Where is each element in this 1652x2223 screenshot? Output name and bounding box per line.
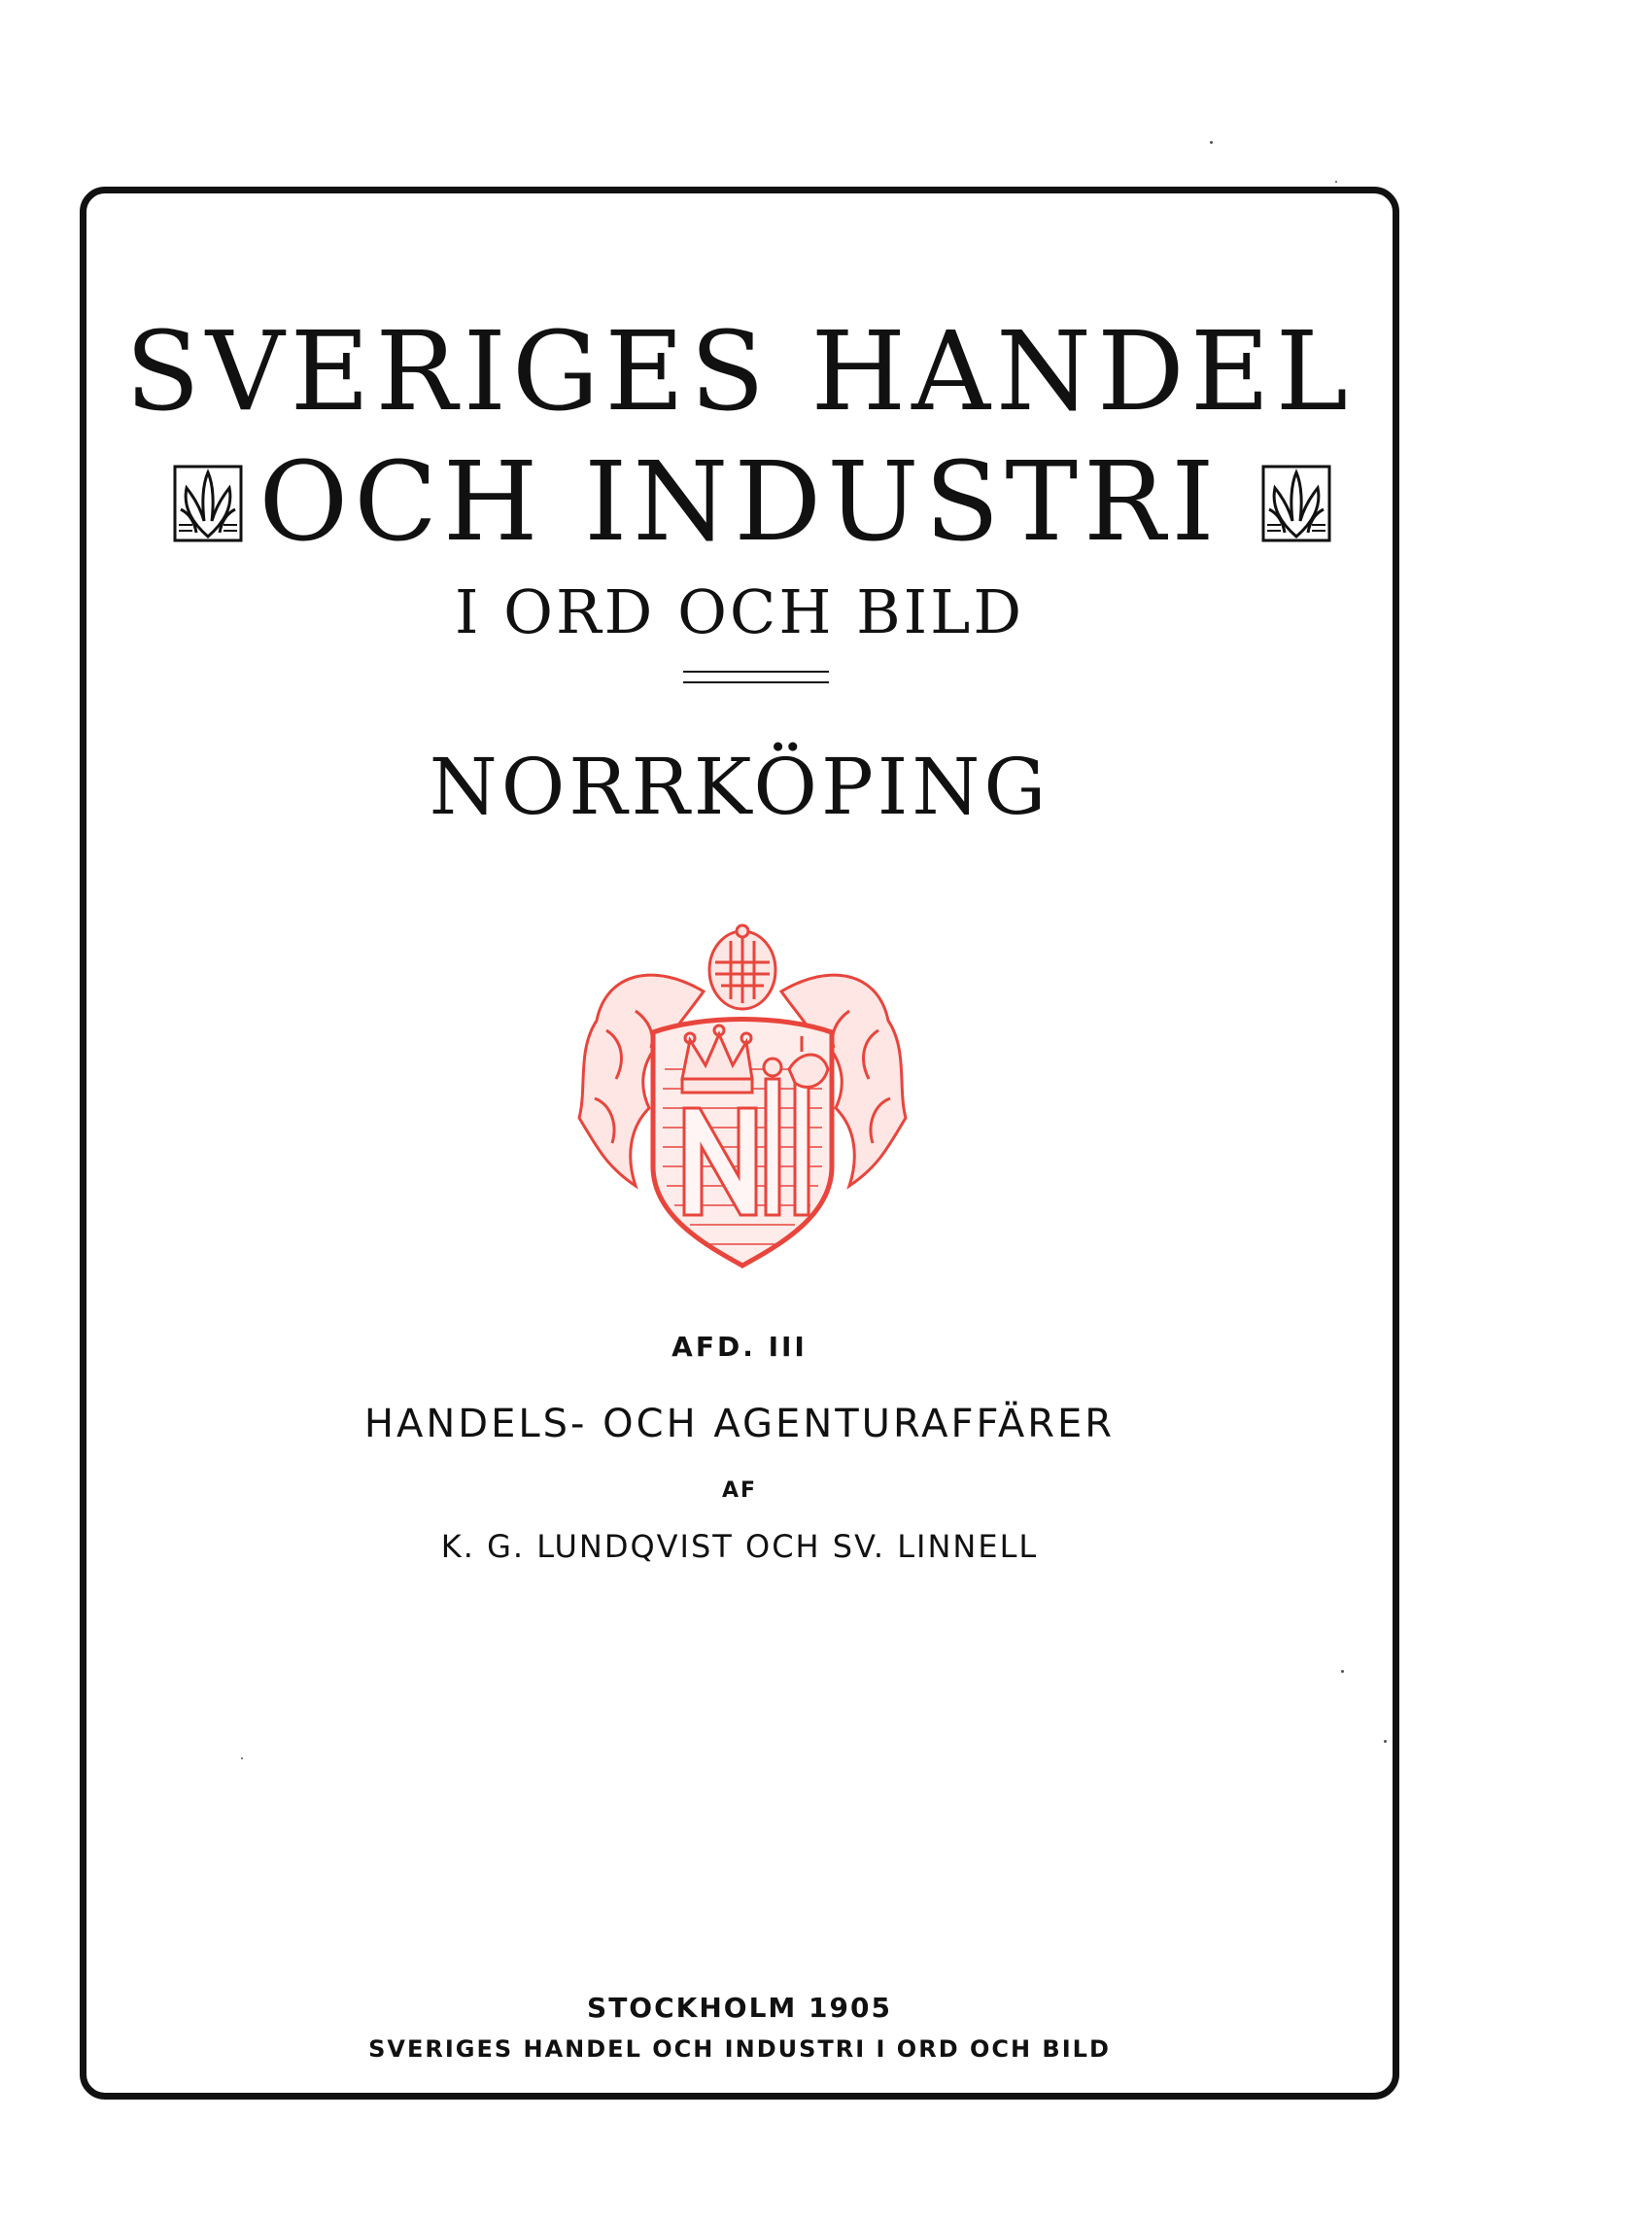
divider-rule	[683, 671, 829, 673]
acanthus-leaf-ornament-icon	[1261, 465, 1331, 542]
city-title: NORRKÖPING	[429, 742, 1050, 832]
title-line-1: SVERIGES HANDEL	[125, 309, 1354, 435]
subtitle: I ORD OCH BILD	[454, 576, 1025, 647]
print-speck	[1341, 1670, 1344, 1673]
authors: K. G. LUNDQVIST OCH SV. LINNELL	[440, 1528, 1039, 1565]
print-speck	[1335, 181, 1337, 183]
section-number: AFD. III	[671, 1331, 808, 1363]
print-speck	[1384, 1740, 1387, 1743]
coat-of-arms-emblem	[568, 923, 917, 1283]
print-speck	[241, 1757, 243, 1759]
print-speck	[1210, 141, 1213, 144]
title-line-2: OCH INDUSTRI	[258, 439, 1221, 566]
section-name: HANDELS- OCH AGENTURAFFÄRER	[363, 1402, 1116, 1446]
imprint-place-year: STOCKHOLM 1905	[587, 1992, 892, 2024]
divider-rule	[683, 681, 829, 683]
imprint-publisher: SVERIGES HANDEL OCH INDUSTRI I ORD OCH BILD	[368, 2035, 1111, 2063]
by-label: AF	[721, 1478, 758, 1503]
